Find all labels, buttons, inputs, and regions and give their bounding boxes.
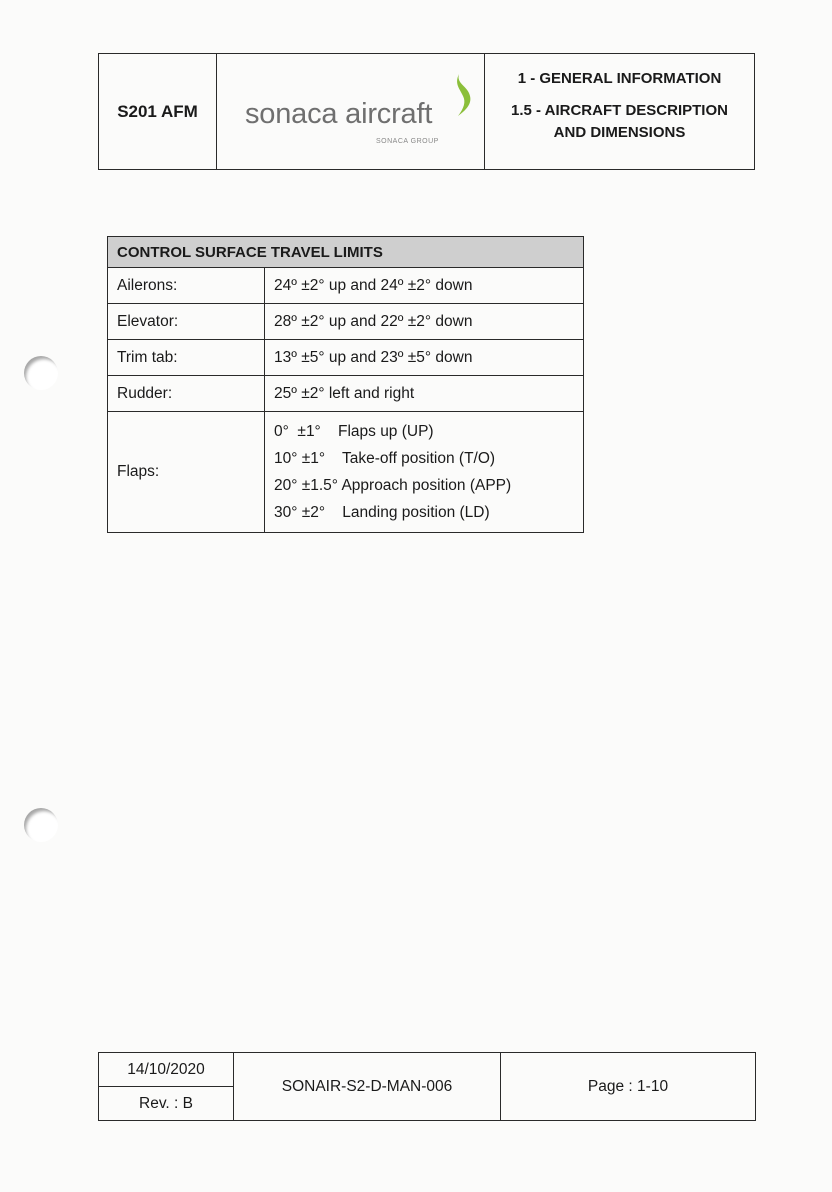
flaps-values xyxy=(265,412,584,533)
table-row xyxy=(108,268,584,304)
doc-code: S201 AFM xyxy=(99,54,217,169)
row-label: Trim tab: xyxy=(108,340,265,376)
footer-date-rev xyxy=(99,1053,234,1120)
table-row-flaps xyxy=(108,412,584,533)
flap-setting: 30° ±2° Landing position (LD) xyxy=(274,504,490,521)
punch-hole xyxy=(24,356,58,390)
table-row xyxy=(108,304,584,340)
table-row xyxy=(108,376,584,412)
row-value: 13º ±5° up and 23º ±5° down xyxy=(265,340,584,376)
footer-doc-number: SONAIR-S2-D-MAN-006 xyxy=(234,1053,501,1120)
control-surface-table xyxy=(107,236,584,533)
row-label: Ailerons: xyxy=(108,268,265,304)
row-label: Rudder: xyxy=(108,376,265,412)
footer-revision: Rev. : B xyxy=(139,1094,193,1112)
page-header xyxy=(98,53,755,170)
flap-setting: 20° ±1.5° Approach position (APP) xyxy=(274,477,512,494)
logo-leaf-icon xyxy=(452,72,476,118)
flap-setting: 0° ±1° Flaps up (UP) xyxy=(274,423,434,440)
row-value: 24º ±2° up and 24º ±2° down xyxy=(265,268,584,304)
subsection-title-line2: AND DIMENSIONS xyxy=(553,124,686,141)
section-title-cell xyxy=(485,54,754,169)
logo-subtitle: SONACA GROUP xyxy=(376,138,439,145)
table-title: CONTROL SURFACE TRAVEL LIMITS xyxy=(108,237,584,268)
subsection-title-line1: 1.5 - AIRCRAFT DESCRIPTION xyxy=(511,102,728,119)
logo-wordmark: sonaca aircraft xyxy=(245,98,433,130)
page-footer xyxy=(98,1052,756,1121)
row-value: 28º ±2° up and 22º ±2° down xyxy=(265,304,584,340)
row-value: 25º ±2° left and right xyxy=(265,376,584,412)
footer-date: 14/10/2020 xyxy=(99,1053,233,1087)
footer-page-number: Page : 1-10 xyxy=(587,1077,669,1095)
row-label: Flaps: xyxy=(108,412,265,533)
table-row xyxy=(108,340,584,376)
row-label: Elevator: xyxy=(108,304,265,340)
punch-hole xyxy=(24,808,58,842)
flap-setting: 10° ±1° Take-off position (T/O) xyxy=(274,450,496,467)
section-title: 1 - GENERAL INFORMATION xyxy=(517,70,722,87)
logo-cell xyxy=(217,54,485,169)
